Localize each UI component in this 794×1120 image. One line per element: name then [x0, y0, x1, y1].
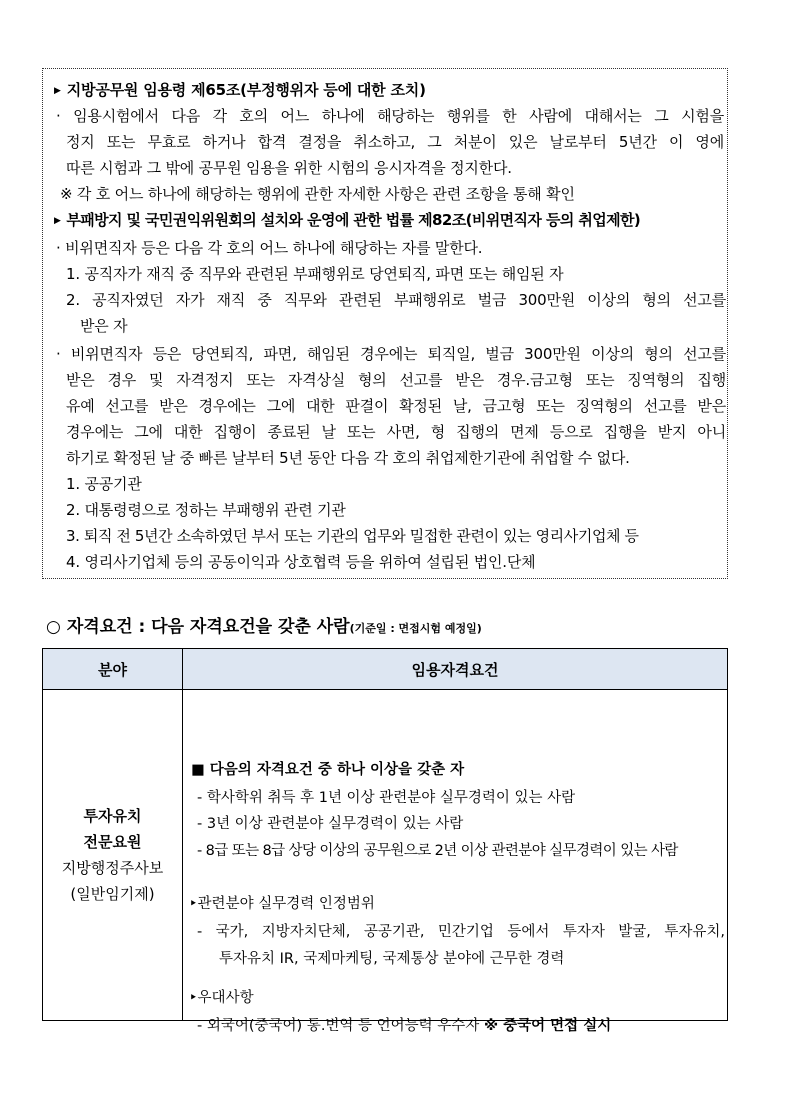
article-82-item: 3. 퇴직 전 5년간 소속하였던 부서 또는 기관의 업무와 밀접한 관련이 있는 영리사기업체 등	[66, 527, 639, 545]
requirements-table	[42, 648, 728, 1034]
article-82-text: · 비위면직자 등은 당연퇴직, 파면, 해임된 경우에는 퇴직일, 벌금 300만원 이상의 형의 선고를	[56, 345, 726, 363]
article-82-item: 2. 대통령령으로 정하는 부패행위 관련 기관	[66, 501, 346, 519]
req-item: - 8급 또는 8급 상당 이상의 공무원으로 2년 이상 관련분야 실무경력이 있는 사람	[197, 843, 678, 859]
section-note: (기준일 : 면접시험 예정일)	[349, 622, 482, 635]
section-title: 자격요건 : 다음 자격요건을 갖춘 사람	[66, 617, 350, 637]
article-82-text: 받은 경우 및 자격정지 또는 자격상실 형의 선고를 받은 경우.금고형 또는 징역형의 집행	[66, 371, 726, 389]
req-item: - 학사학위 취득 후 1년 이상 관련분야 실무경력이 있는 사람	[197, 790, 576, 806]
pref-item: - 외국어(중국어) 통.번역 등 언어능력 우수자 ※ 중국어 면접 실시	[197, 1018, 612, 1034]
pref-note: ※ 중국어 면접 실시	[483, 1018, 612, 1034]
field-cell	[43, 690, 183, 1021]
scope-heading: ‣관련분야 실무경력 인정범위	[189, 896, 375, 912]
field-rank: 지방행정주사보	[61, 859, 164, 877]
article-65-text: 정지 또는 무효로 하거나 합격 결정을 취소하고, 그 처분이 있은 날로부터 5년간 이 영에	[66, 133, 724, 151]
article-65-title: ▶ 지방공무원 임용령 제65조(부정행위자 등에 대한 조치)	[54, 81, 426, 99]
field-name: 투자유치	[83, 807, 142, 825]
article-82-item: 1. 공공기관	[66, 475, 142, 493]
article-82-item: 2. 공직자였던 자가 재직 중 직무와 관련된 부패행위로 벌금 300만원 이상의 형의 선고를	[66, 291, 726, 309]
header-requirements: 임용자격요건	[183, 649, 728, 690]
header-field: 분야	[43, 649, 183, 690]
pref-heading: ‣우대사항	[189, 990, 254, 1006]
req-heading: ■ 다음의 자격요건 중 하나 이상을 갖춘 자	[191, 762, 465, 778]
article-82-text: · 비위면직자 등은 다음 각 호의 어느 하나에 해당하는 자를 말한다.	[56, 239, 483, 257]
triangle-bullet-icon: ▶	[54, 86, 61, 96]
article-82-text: 하기로 확정된 날 중 빠른 날부터 5년 동안 다음 각 호의 취업제한기관에 취업할 수 없다.	[66, 449, 630, 467]
article-65-text: 따른 시험과 그 밖에 공무원 임용을 위한 시험의 응시자격을 정지한다.	[66, 159, 512, 177]
field-name: 전문요원	[83, 833, 142, 851]
triangle-bullet-icon: ▶	[54, 216, 61, 226]
article-82-title: ▶ 부패방지 및 국민권익위원회의 설치와 운영에 관한 법률 제82조(비위면직자 등의 취업제한)	[54, 211, 641, 229]
requirements-cell	[183, 690, 728, 1034]
scope-item: - 국가, 지방자치단체, 공공기관, 민간기업 등에서 투자자 발굴, 투자유치,	[197, 924, 725, 940]
article-82-item: 1. 공직자가 재직 중 직무와 관련된 부패행위로 당연퇴직, 파면 또는 해임된 자	[66, 265, 564, 283]
article-82-text: 경우에는 그에 대한 집행이 종료된 날 또는 사면, 형 집행의 면제 등으로 집행을 받지 아니	[66, 423, 726, 441]
field-type: (일반임기제)	[70, 885, 155, 903]
article-82-text: 유예 선고를 받은 경우에는 그에 대한 판결이 확정된 날, 금고형 또는 징역형의 선고를 받은	[66, 397, 726, 415]
article-65-note: ※ 각 호 어느 하나에 해당하는 행위에 관한 자세한 사항은 관련 조항을 통해 확인	[60, 185, 575, 203]
req-item: - 3년 이상 관련분야 실무경력이 있는 사람	[197, 816, 464, 832]
table-row	[43, 690, 728, 1021]
section-heading	[46, 616, 482, 640]
scope-item: 투자유치 IR, 국제마케팅, 국제통상 분야에 근무한 경력	[219, 951, 565, 967]
article-65-text: · 임용시험에서 다음 각 호의 어느 하나에 해당하는 행위를 한 사람에 대해서는 그 시험을	[56, 107, 724, 125]
article-82-item: 받은 자	[80, 317, 128, 335]
circle-bullet-icon: ○	[46, 617, 61, 637]
table-header-row	[43, 649, 728, 690]
article-82-item: 4. 영리사기업체 등의 공동이익과 상호협력 등을 위하여 설립된 법인.단체	[66, 553, 536, 571]
